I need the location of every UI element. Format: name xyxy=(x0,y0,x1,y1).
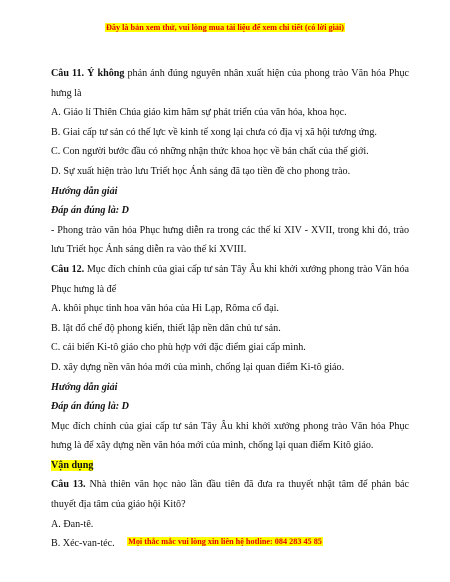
hotline-footer: Mọi thắc mắc vui lòng xin liên hệ hotline: 084 283 45 85 xyxy=(128,537,322,546)
preview-banner: Đây là bản xem thử, vui lòng mua tài liệu để xem chi tiết (có lời giải) xyxy=(105,23,344,32)
explanation: - Phong trào văn hóa Phục hưng diễn ra trong các thế kỉ XIV - XVII, trong khi đó, trào lưu Triết học Ánh sáng diễn ra vào thế kỉ XVIII. xyxy=(51,224,409,256)
question-text: Mục đích chính của giai cấp tư sản Tây Âu khi khởi xướng phong trào Văn hóa Phục hưng là để xyxy=(51,263,410,295)
answer-line: Đáp án đúng là: D xyxy=(51,205,129,217)
question-label: Câu 13. xyxy=(51,479,86,491)
question-emphasis: Ý không xyxy=(87,68,125,79)
question-text: Nhà thiên văn học nào lần đầu tiên đã đưa ra thuyết nhật tâm để phản bác thuyết địa tâm của giáo hội Kitô? xyxy=(51,479,409,511)
section-heading: Vận dụng xyxy=(51,459,94,471)
question-12 xyxy=(51,260,409,299)
option-b: B. Giai cấp tư sản có thế lực về kinh tế xong lại chưa có địa vị xã hội tương ứng. xyxy=(51,126,377,138)
question-text: phản ánh đúng nguyên nhân xuất hiện của phong trào Văn hóa Phục hưng là xyxy=(51,68,409,99)
document-body xyxy=(51,64,409,554)
explanation: Mục đích chính của giai cấp tư sản Tây Âu khi khởi xướng phong trào Văn hóa Phục hưng là để xây dựng nền văn hóa mới của mình, chống lại quan điểm Kitô giáo. xyxy=(51,420,409,452)
option-c: C. cải biến Ki-tô giáo cho phù hợp với đặc điểm giai cấp mình. xyxy=(51,342,306,354)
option-d: D. Sự xuất hiện trào lưu Triết học Ánh sáng đã tạo tiền đề cho phong trào. xyxy=(51,165,351,177)
question-label: Câu 11. xyxy=(51,68,85,79)
guide-heading: Hướng dẫn giải xyxy=(51,381,118,393)
option-b: B. Xéc-van-téc. xyxy=(51,538,115,550)
option-c: C. Con người bước đầu có những nhận thức khoa học về bản chất của thế giới. xyxy=(51,146,369,158)
option-d: D. xây dựng nền văn hóa mới của mình, chống lại quan điểm Ki-tô giáo. xyxy=(51,361,345,373)
question-label: Câu 12. xyxy=(51,263,85,275)
option-a: A. Giáo lí Thiên Chúa giáo kìm hãm sự phát triển của văn hóa, khoa học. xyxy=(51,107,347,119)
option-a: A. Đan-tê. xyxy=(51,518,94,530)
option-a: A. khôi phục tinh hoa văn hóa của Hi Lạp, Rôma cổ đại. xyxy=(51,303,279,315)
question-11 xyxy=(51,64,409,103)
answer-line: Đáp án đúng là: D xyxy=(51,401,129,413)
option-b: B. lật đổ chế độ phong kiến, thiết lập nền dân chủ tư sản. xyxy=(51,322,281,334)
question-13 xyxy=(51,475,409,514)
guide-heading: Hướng dẫn giải xyxy=(51,185,118,197)
